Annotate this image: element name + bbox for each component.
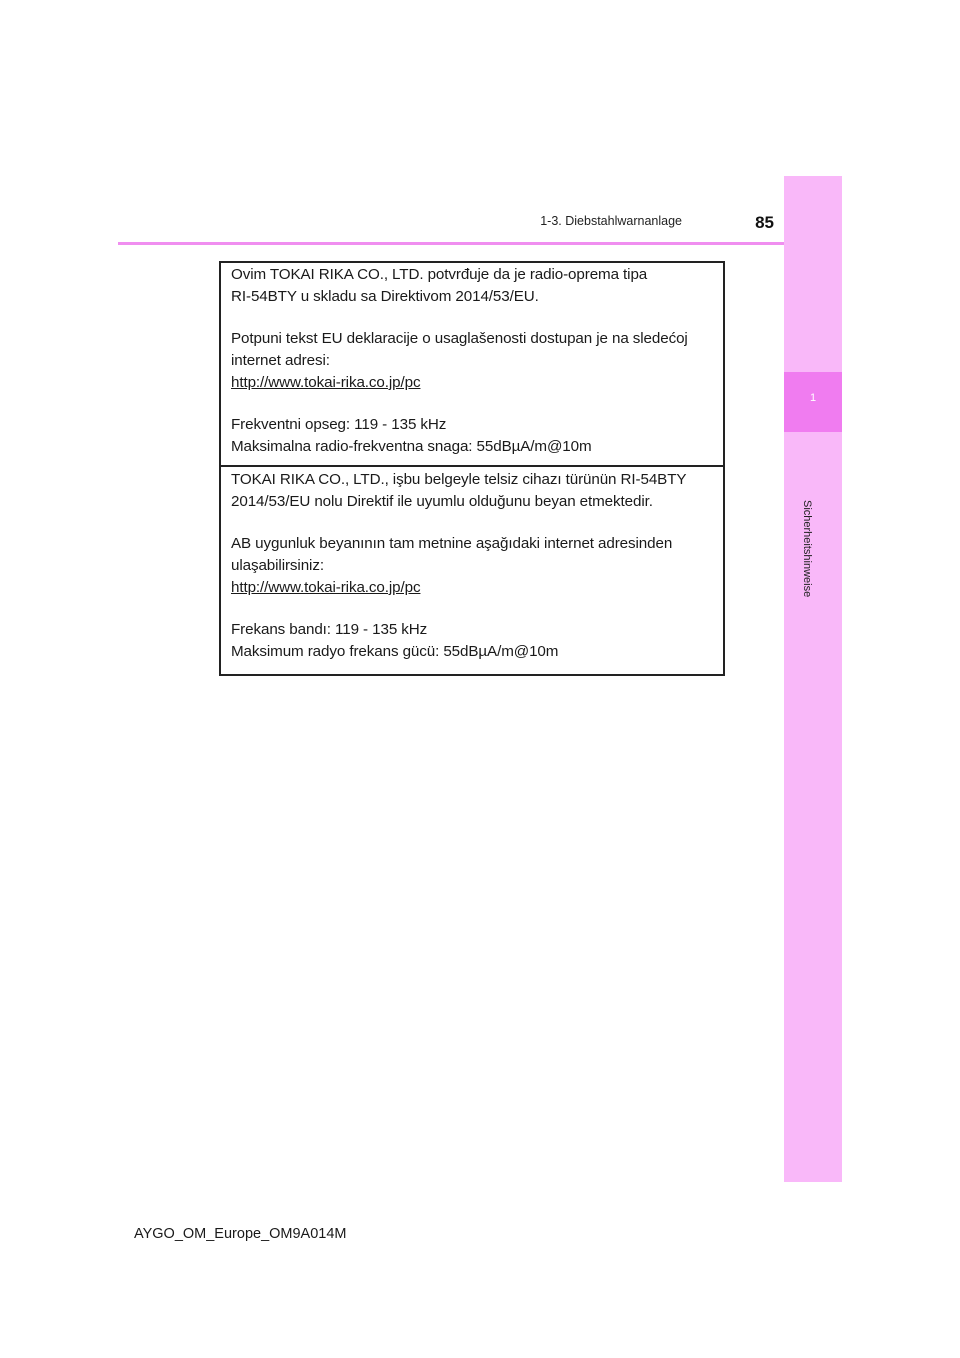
notice-sr-url-link[interactable]: http://www.tokai-rika.co.jp/pc (231, 374, 421, 391)
notice-tr-line: TOKAI RIKA CO., LTD., işbu belgeyle telsiz cihazı türünün RI-54BTY (231, 471, 687, 488)
notice-block-serbian (221, 264, 723, 458)
notice-sr-line: internet adresi: (231, 352, 330, 369)
notice-tr-line: ulaşabilirsiniz: (231, 557, 324, 574)
regulatory-notice-box (219, 261, 725, 676)
notice-tr-frequency: Frekans bandı: 119 - 135 kHz (231, 621, 428, 638)
notice-sr-line: Potpuni tekst EU deklaracije o usaglašenosti dostupan je na sledećoj (231, 330, 688, 347)
notice-tr-power: Maksimum radyo frekans gücü: 55dBµA/m@10m (231, 643, 559, 660)
notice-sr-line: Ovim TOKAI RIKA CO., LTD. potvrđuje da je radio-oprema tipa (231, 266, 648, 283)
page-number: 85 (755, 213, 774, 232)
chapter-side-band (784, 176, 842, 1182)
notice-tr-line: AB uygunluk beyanının tam metnine aşağıdaki internet adresinden (231, 535, 673, 552)
notice-block-turkish (221, 469, 723, 663)
chapter-side-title: Sicherheitshinweise (801, 500, 813, 598)
notice-sr-line: RI-54BTY u skladu sa Direktivom 2014/53/EU. (231, 288, 539, 305)
notice-divider (221, 465, 723, 467)
header-rule (118, 242, 842, 245)
notice-sr-power: Maksimalna radio-frekventna snaga: 55dBµA/m@10m (231, 438, 592, 455)
footer-document-id: AYGO_OM_Europe_OM9A014M (134, 1226, 347, 1242)
section-title: 1-3. Diebstahlwarnanlage (540, 214, 682, 228)
notice-tr-url-link[interactable]: http://www.tokai-rika.co.jp/pc (231, 579, 421, 596)
notice-sr-frequency: Frekventni opseg: 119 - 135 kHz (231, 416, 447, 433)
notice-tr-line: 2014/53/EU nolu Direktif ile uyumlu olduğunu beyan etmektedir. (231, 493, 653, 510)
chapter-tab-number: 1 (809, 392, 817, 404)
